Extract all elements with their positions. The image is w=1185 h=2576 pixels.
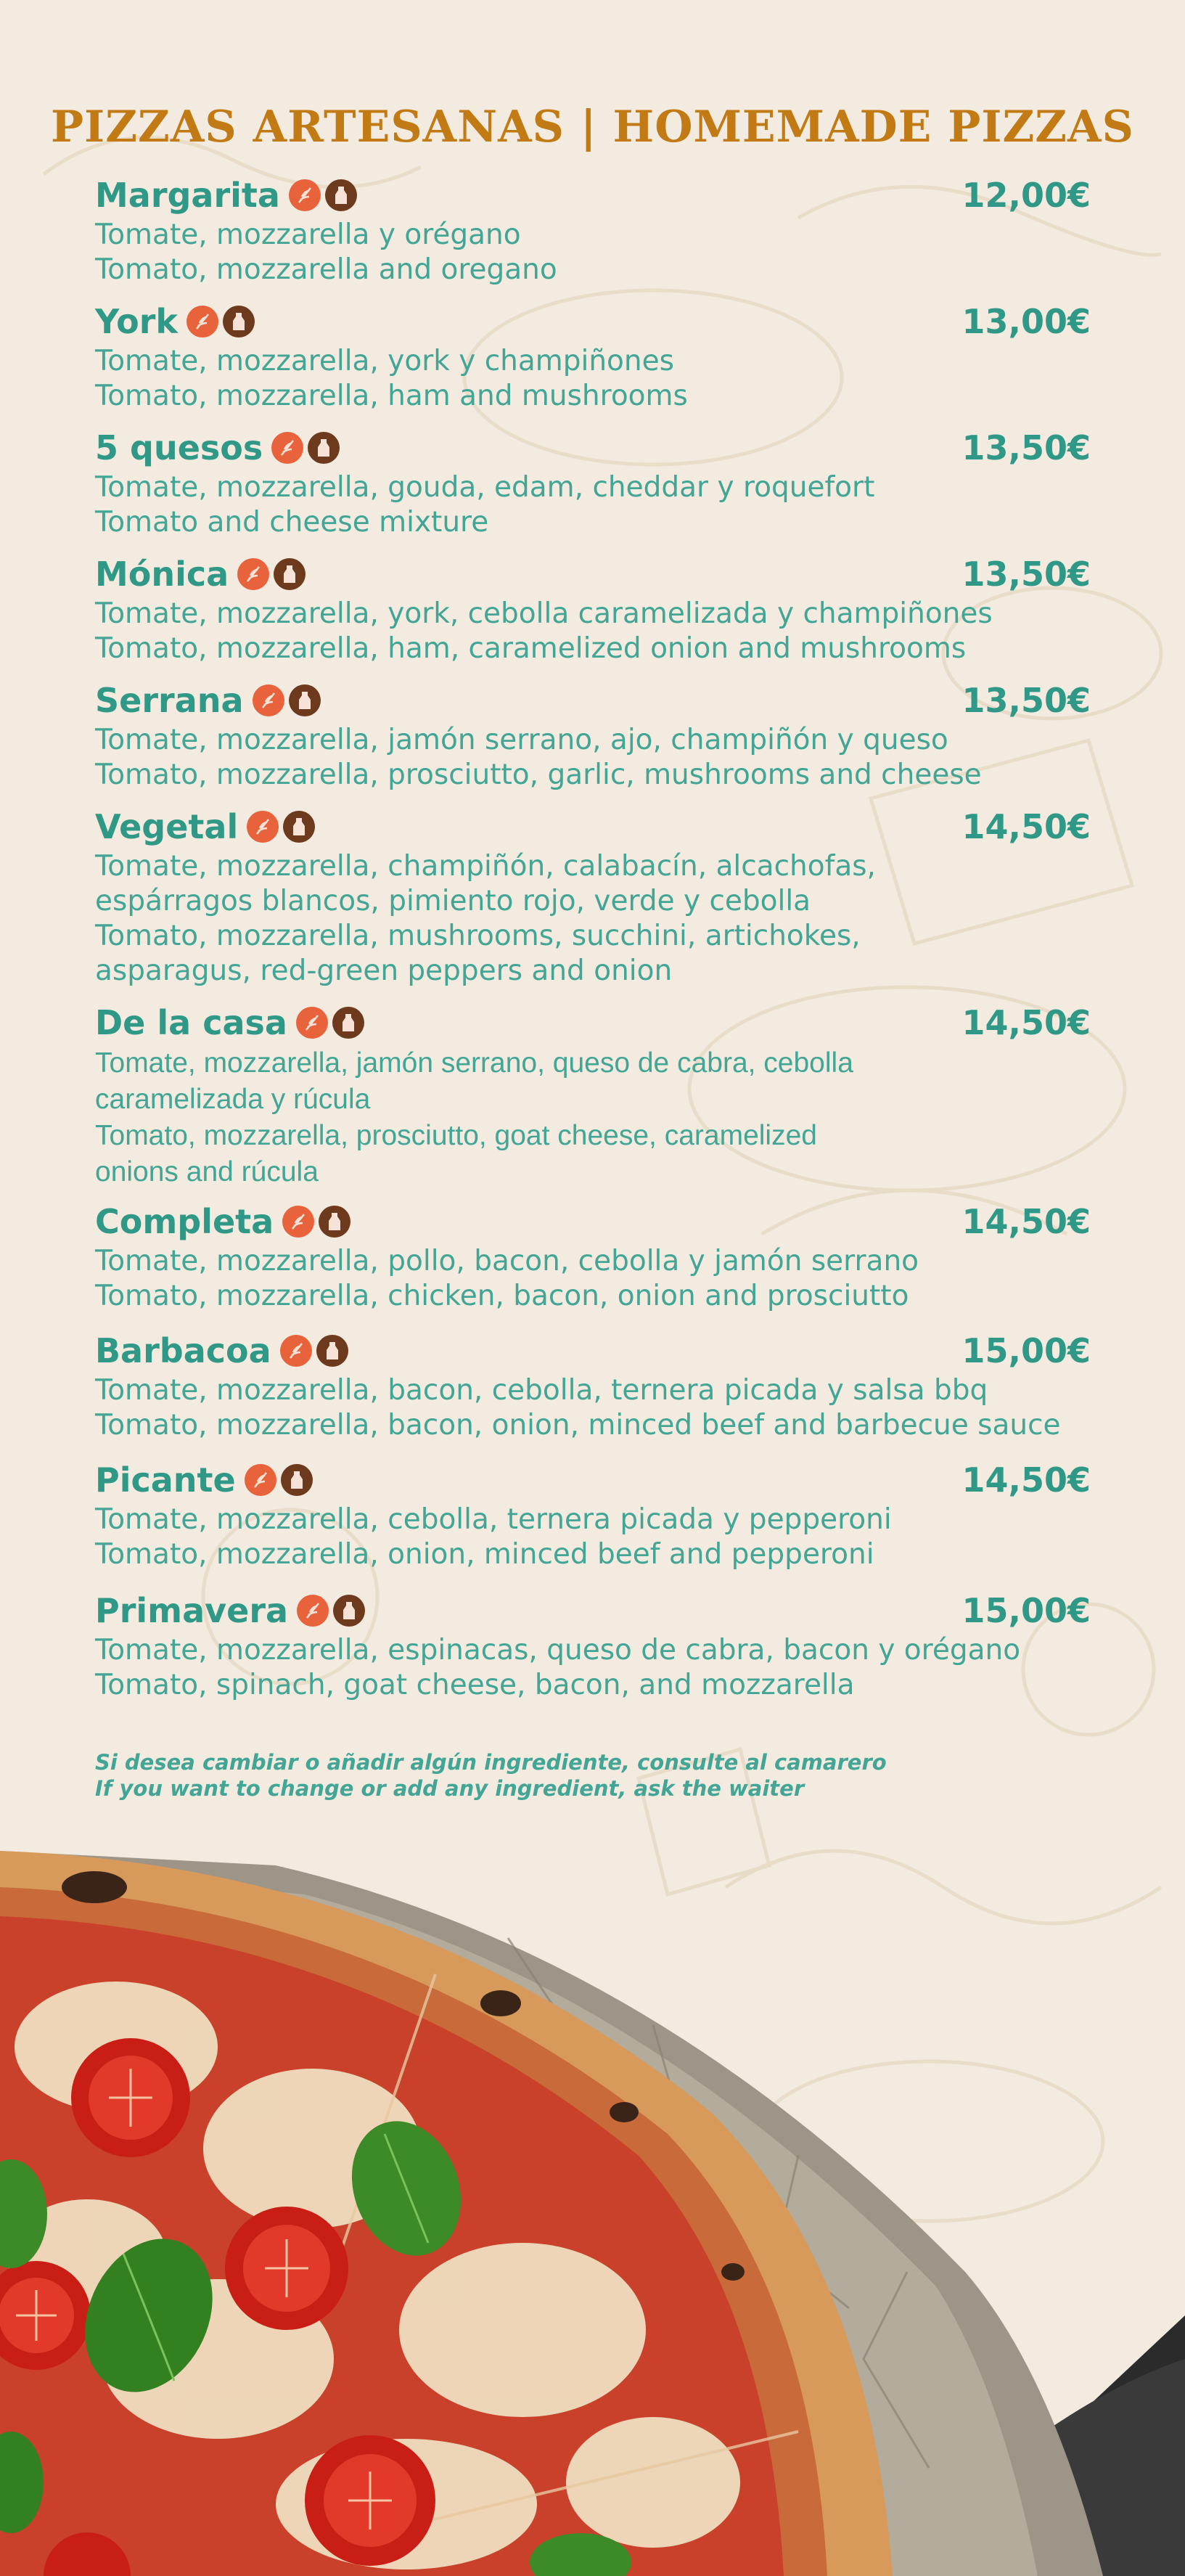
item-description-es: Tomate, mozzarella, cebolla, ternera picada y pepperoni [95,1503,892,1536]
item-name: Barbacoa [95,1331,271,1370]
item-description-en-line-1: Tomato, mozzarella, mushrooms, succhini, artichokes, [95,920,861,952]
item-description-en-line-2: onions and rúcula [95,1156,319,1187]
item-price: 14,50€ [961,1202,1091,1241]
menu-item-vegetal [95,804,1091,989]
item-name: Vegetal [95,807,239,846]
item-price: 13,00€ [961,302,1091,341]
wheat-gluten-icon [247,811,279,843]
item-price: 13,50€ [961,428,1091,467]
item-description-en: Tomato and cheese mixture [95,506,489,539]
item-description-es: Tomate, mozzarella, jamón serrano, ajo, champiñón y queso [95,724,948,756]
menu-item-margarita [95,173,1091,287]
item-price: 14,50€ [961,1460,1091,1500]
menu-item-serrana [95,678,1091,793]
item-description-en: Tomato, mozzarella, prosciutto, garlic, mushrooms and cheese [95,759,982,791]
item-price: 15,00€ [961,1591,1091,1630]
item-name-row [95,1588,365,1633]
item-description-es: Tomate, mozzarella, york, cebolla caramelizada y champiñones [95,597,993,630]
item-name-row [95,1457,313,1502]
item-description-en: Tomato, mozzarella, chicken, bacon, onion and prosciutto [95,1280,909,1312]
item-name: Margarita [95,176,280,215]
menu-item-barbacoa [95,1328,1091,1443]
item-description-en: Tomato, mozzarella, onion, minced beef and pepperoni [95,1538,874,1571]
menu-item-5-quesos [95,425,1091,540]
item-description-es-line-2: caramelizada y rúcula [95,1084,371,1115]
item-description-es: Tomate, mozzarella, espinacas, queso de cabra, bacon y orégano [95,1634,1021,1667]
menu-item-primavera [95,1588,1091,1703]
item-price: 13,50€ [961,681,1091,720]
item-description-es-line-1: Tomate, mozzarella, jamón serrano, queso de cabra, cebolla [95,1047,853,1079]
milk-lactose-icon [289,684,321,716]
wheat-gluten-icon [297,1595,329,1627]
menu-item-monica [95,552,1091,666]
item-description-es: Tomate, mozzarella, gouda, edam, cheddar y roquefort [95,471,875,504]
item-name-row [95,1199,350,1244]
milk-lactose-icon [274,558,306,590]
note-en: If you want to change or add any ingredient, ask the waiter [95,1776,805,1801]
milk-lactose-icon [333,1595,365,1627]
menu-title: PIZZAS ARTESANAS | HOMEMADE PIZZAS [51,102,1134,152]
item-name: Mónica [95,555,229,594]
milk-lactose-icon [281,1464,313,1496]
item-price: 12,00€ [961,176,1091,215]
item-name: Picante [95,1460,236,1500]
milk-lactose-icon [319,1206,350,1238]
item-price: 14,50€ [961,1003,1091,1042]
item-price: 13,50€ [961,555,1091,594]
wheat-gluten-icon [282,1206,314,1238]
wheat-gluten-icon [253,684,284,716]
note-es: Si desea cambiar o añadir algún ingrediente, consulte al camarero [95,1750,887,1775]
item-name: York [95,302,178,341]
milk-lactose-icon [325,179,357,211]
item-description-en: Tomato, mozzarella, bacon, onion, minced beef and barbecue sauce [95,1409,1061,1442]
ingredient-change-note [95,1749,887,1802]
item-name-row [95,804,315,849]
wheat-gluten-icon [245,1464,276,1496]
menu-item-picante [95,1457,1091,1572]
item-description-es-line-2: espárragos blancos, pimiento rojo, verde y cebolla [95,885,811,917]
item-description-es-line-1: Tomate, mozzarella, champiñón, calabacín, alcachofas, [95,850,876,883]
item-description-es: Tomate, mozzarella y orégano [95,218,521,251]
item-name: Serrana [95,681,244,720]
item-name-row [95,173,357,218]
item-name: De la casa [95,1003,287,1042]
milk-lactose-icon [316,1335,348,1367]
item-name: 5 quesos [95,428,263,467]
menu-item-york [95,299,1091,414]
item-name: Completa [95,1202,274,1241]
item-description-en: Tomato, mozzarella, ham, caramelized onion and mushrooms [95,632,967,665]
item-name-row [95,299,255,344]
wheat-gluten-icon [296,1007,328,1039]
item-name-row [95,678,321,723]
wheat-gluten-icon [280,1335,312,1367]
item-description-en-line-2: asparagus, red-green peppers and onion [95,954,673,987]
milk-lactose-icon [283,811,315,843]
item-description-en-line-1: Tomato, mozzarella, prosciutto, goat cheese, caramelized [95,1120,817,1151]
wheat-gluten-icon [237,558,269,590]
item-description-en: Tomato, mozzarella, ham and mushrooms [95,380,688,412]
item-name-row [95,1000,364,1045]
menu-item-completa [95,1199,1091,1314]
item-price: 14,50€ [961,807,1091,846]
wheat-gluten-icon [186,306,218,338]
item-price: 15,00€ [961,1331,1091,1370]
milk-lactose-icon [308,432,340,464]
milk-lactose-icon [223,306,255,338]
pizza-photo [0,1807,1185,2576]
item-name: Primavera [95,1591,289,1630]
item-name-row [95,552,306,597]
item-description-en: Tomato, spinach, goat cheese, bacon, and mozzarella [95,1669,855,1701]
item-name-row [95,1328,348,1373]
item-description-es: Tomate, mozzarella, pollo, bacon, cebolla y jamón serrano [95,1245,919,1277]
item-description-es: Tomate, mozzarella, bacon, cebolla, ternera picada y salsa bbq [95,1374,988,1407]
item-description-es: Tomate, mozzarella, york y champiñones [95,345,674,377]
wheat-gluten-icon [271,432,303,464]
milk-lactose-icon [332,1007,364,1039]
menu-item-de-la-casa [95,1000,1091,1190]
wheat-gluten-icon [289,179,321,211]
item-name-row [95,425,340,470]
item-description-en: Tomato, mozzarella and oregano [95,253,557,286]
